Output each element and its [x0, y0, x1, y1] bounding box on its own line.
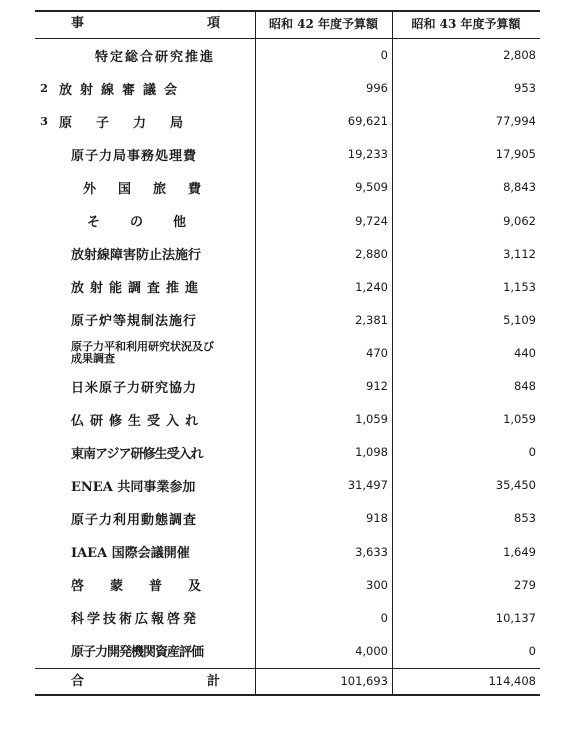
table-row — [35, 536, 540, 568]
table-row — [35, 337, 540, 369]
row-1967-value: 31,497 — [347, 478, 388, 493]
row-label: ENEA 共同事業参加 — [71, 479, 196, 495]
header-item-char: 項 — [207, 16, 221, 31]
total-label-char: 計 — [207, 674, 221, 689]
row-1968-value: 953 — [514, 81, 536, 96]
row-number: 3 — [40, 114, 49, 129]
row-1967-value: 0 — [380, 48, 388, 62]
table-row — [35, 403, 540, 435]
row-1967-value: 996 — [366, 81, 388, 96]
total-1968-value: 114,408 — [488, 674, 536, 688]
row-1968-value: 5,109 — [503, 312, 536, 327]
row-1968-value: 10,137 — [495, 610, 536, 625]
row-1967-value: 0 — [380, 610, 388, 625]
row-number: 2 — [40, 81, 49, 96]
row-1968-value: 0 — [528, 445, 536, 460]
row-1968-value: 77,994 — [495, 114, 536, 129]
header-item-char: 事 — [71, 16, 85, 31]
row-label: 原子力局 — [59, 115, 208, 131]
row-1968-value: 9,062 — [503, 213, 536, 228]
table-row — [35, 635, 540, 667]
budget-table — [35, 10, 540, 696]
row-1967-value: 9,509 — [355, 180, 388, 195]
row-1968-value: 8,843 — [503, 180, 536, 195]
row-1967-value: 4,000 — [355, 643, 388, 658]
row-label: 特定総合研究推進 — [95, 49, 216, 65]
total-row — [35, 669, 540, 694]
total-label-char: 合 — [71, 674, 85, 689]
header-1967-budget: 昭和 42 年度予算額 — [268, 17, 379, 31]
row-1968-value: 1,153 — [503, 279, 536, 294]
row-label: 外国旅費 — [83, 181, 224, 197]
table-row — [35, 72, 540, 104]
row-label: 原子力利用動態調査 — [71, 512, 198, 528]
table-row — [35, 171, 540, 203]
row-1967-value: 2,880 — [355, 246, 388, 261]
row-1967-value: 69,621 — [347, 114, 388, 129]
row-1968-value: 0 — [528, 643, 536, 658]
row-label: 放射線障害防止法施行 — [71, 248, 202, 264]
table-row — [35, 238, 540, 270]
table-row — [35, 436, 540, 468]
row-label: 仏研修生受入れ — [71, 413, 205, 429]
row-1967-value: 9,724 — [355, 213, 388, 228]
row-1968-value: 1,649 — [503, 544, 536, 559]
row-1967-value: 3,633 — [355, 544, 388, 559]
table-row — [35, 370, 540, 402]
row-label: 東南アジア研修生受入れ — [71, 446, 203, 462]
row-1967-value: 470 — [366, 345, 388, 360]
row-label: IAEA 国際会議開催 — [71, 546, 190, 561]
row-1968-value: 17,905 — [495, 147, 536, 162]
table-row — [35, 304, 540, 336]
header-item — [35, 10, 255, 38]
table-row — [35, 39, 540, 71]
row-label: 放射能調査推進 — [71, 281, 205, 297]
total-1967-value: 101,693 — [340, 674, 388, 688]
table-row — [35, 271, 540, 303]
row-label: 原子力開発機関資産評価 — [71, 645, 204, 661]
row-1967-value: 1,240 — [355, 279, 388, 294]
table-row — [35, 469, 540, 501]
table-row — [35, 502, 540, 534]
row-1967-value: 300 — [366, 577, 388, 592]
row-1967-value: 1,059 — [355, 412, 388, 427]
row-1967-value: 2,381 — [355, 312, 388, 327]
table-row — [35, 602, 540, 634]
row-label: 原子力平和利用研究状況及び成果調査 — [71, 339, 214, 365]
row-1968-value: 3,112 — [503, 246, 536, 261]
table-row — [35, 138, 540, 170]
row-1968-value: 440 — [514, 345, 536, 360]
row-1967-value: 19,233 — [347, 147, 388, 162]
row-label: 原子力局事務処理費 — [71, 148, 198, 164]
header-1968-budget: 昭和 43 年度予算額 — [411, 17, 521, 31]
row-1967-value: 1,098 — [355, 445, 388, 460]
table-row — [35, 105, 540, 137]
row-1968-value: 853 — [514, 511, 536, 526]
row-label: その他 — [87, 215, 217, 230]
row-1967-value: 912 — [366, 379, 388, 393]
row-label: 原子炉等規制法施行 — [71, 314, 198, 330]
row-1967-value: 918 — [366, 511, 388, 526]
row-1968-value: 2,808 — [503, 48, 536, 62]
row-1968-value: 279 — [514, 577, 536, 592]
row-1968-value: 35,450 — [495, 478, 536, 493]
row-1968-value: 1,059 — [503, 412, 536, 427]
row-label: 科学技術広報啓発 — [71, 612, 200, 628]
table-bottom-rule — [35, 694, 540, 696]
row-label: 日米原子力研究協力 — [71, 380, 198, 396]
row-label: 放射線審議会 — [59, 82, 186, 98]
table-row — [35, 205, 540, 237]
table-row — [35, 569, 540, 601]
row-label: 啓蒙普及 — [71, 579, 228, 595]
row-1968-value: 848 — [514, 379, 536, 393]
